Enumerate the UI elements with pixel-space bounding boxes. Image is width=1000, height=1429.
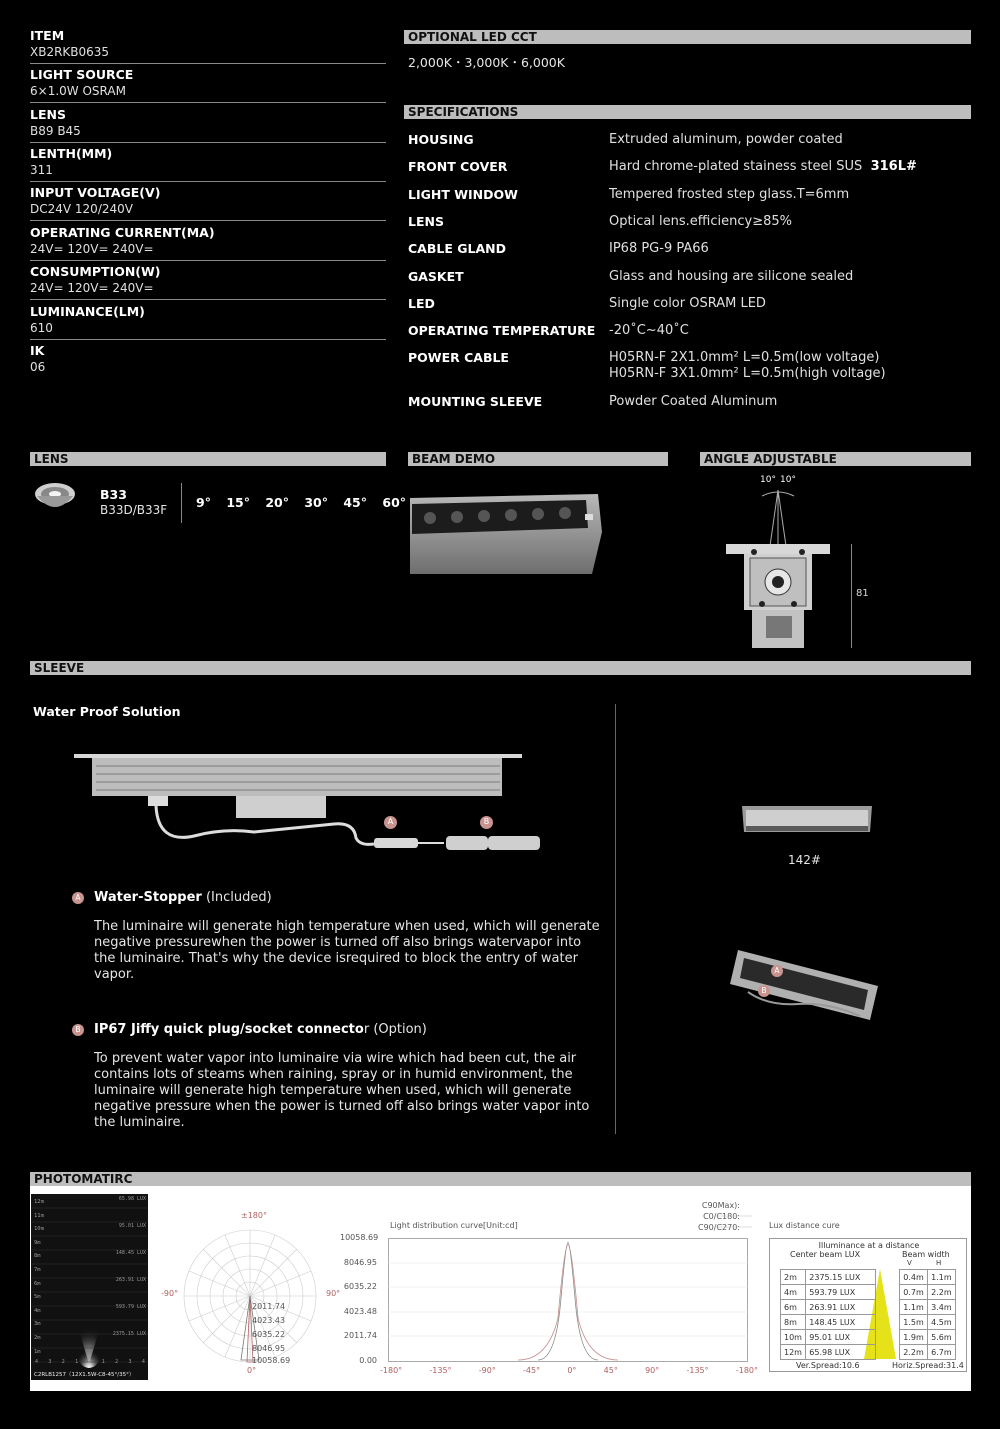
lux-h-value: 4.5m bbox=[928, 1315, 956, 1330]
lux-col2-head: Beam width bbox=[902, 1250, 950, 1259]
spec-label: INPUT VOLTAGE(V) bbox=[30, 185, 161, 200]
spec-val: Single color OSRAM LED bbox=[609, 296, 766, 311]
polar-diagram bbox=[175, 1226, 325, 1376]
water-stopper-title: Water-Stopper bbox=[94, 890, 202, 905]
lux-spacer bbox=[876, 1330, 900, 1345]
isolux-row-labels bbox=[34, 1196, 44, 1359]
spec-key: OPERATING TEMPERATURE bbox=[408, 323, 596, 338]
spec-value: B89 B45 bbox=[30, 124, 81, 138]
lux-h-value: 3.4m bbox=[928, 1300, 956, 1315]
marker-b-label: B bbox=[75, 1025, 81, 1034]
angle-label-right: 10° bbox=[780, 475, 796, 485]
isolux-row-label: 4m bbox=[34, 1307, 41, 1314]
curve-plot bbox=[388, 1238, 748, 1362]
isolux-row-label: 12m bbox=[34, 1199, 44, 1205]
angle-label-left: 10° bbox=[760, 475, 776, 485]
specifications-header: SPECIFICATIONS bbox=[404, 105, 971, 119]
polar-value: 6035.22 bbox=[252, 1330, 286, 1339]
spec-label: LUMINANCE(LM) bbox=[30, 304, 145, 319]
isolux-lux: 95.01 LUX bbox=[118, 1223, 146, 1229]
spec-val-2: H05RN-F 3X1.0mm² L=0.5m(high voltage) bbox=[609, 366, 886, 381]
sleeve-142-image bbox=[740, 804, 874, 834]
dimension-value: 81 bbox=[856, 588, 869, 599]
lux-spacer bbox=[876, 1315, 900, 1330]
spec-val: Extruded aluminum, powder coated bbox=[609, 132, 843, 147]
spec-item-consumption bbox=[30, 264, 386, 300]
isolux-lux-values bbox=[113, 1196, 146, 1337]
spec-key: FRONT COVER bbox=[408, 159, 508, 174]
lens-variants: B33D/B33F bbox=[100, 503, 168, 517]
lux-value: 2375.15 LUX bbox=[806, 1270, 876, 1285]
angle-adjustable-header: ANGLE ADJUSTABLE bbox=[700, 452, 971, 466]
isolux-row-label: 5m bbox=[34, 1294, 41, 1301]
spec-key: CABLE GLAND bbox=[408, 241, 506, 256]
lux-row bbox=[781, 1300, 956, 1315]
polar-top-label: ±180° bbox=[241, 1211, 267, 1220]
spec-val: Powder Coated Aluminum bbox=[609, 394, 778, 409]
lux-row bbox=[781, 1285, 956, 1300]
curve-x-tick: -90° bbox=[478, 1366, 496, 1375]
lux-v-value: 0.7m bbox=[900, 1285, 928, 1300]
curve-x-tick: 90° bbox=[645, 1366, 660, 1375]
curve-y-tick: 0.00 bbox=[359, 1355, 377, 1365]
spec-value: 06 bbox=[30, 360, 46, 374]
lux-value: 263.91 LUX bbox=[806, 1300, 876, 1315]
water-stopper-suffix: (Included) bbox=[201, 890, 272, 905]
lens-angle: 30° bbox=[304, 495, 328, 510]
lens-image bbox=[32, 480, 78, 516]
isolux-lux: 593.79 LUX bbox=[115, 1304, 146, 1310]
lens-angle: 60° bbox=[382, 495, 407, 510]
lux-spacer bbox=[876, 1300, 900, 1315]
isolux-x-tick: 3 bbox=[48, 1359, 52, 1365]
isolux-row-label: 10m bbox=[34, 1226, 44, 1233]
lens-angle: 15° bbox=[226, 495, 250, 510]
spec-label: LIGHT SOURCE bbox=[30, 67, 134, 82]
spec-val-group bbox=[609, 159, 917, 174]
spec-val: -20˚C~40˚C bbox=[609, 323, 689, 338]
curve-x-axis bbox=[380, 1366, 758, 1375]
curve-x-tick: -180° bbox=[735, 1366, 758, 1375]
isolux-row-label: 7m bbox=[34, 1266, 41, 1273]
photometric-panel bbox=[30, 1186, 971, 1391]
curve-y-tick: 6035.22 bbox=[343, 1282, 377, 1291]
isolux-lux: 148.45 LUX bbox=[115, 1250, 146, 1256]
jiffy-connector-heading bbox=[94, 1022, 427, 1037]
jiffy-connector-title-tail: r bbox=[363, 1022, 370, 1037]
spec-value: 24V= 120V= 240V= bbox=[30, 242, 154, 256]
spec-item-length bbox=[30, 146, 386, 182]
spec-key: POWER CABLE bbox=[408, 350, 509, 365]
spec-item-ik bbox=[30, 343, 386, 378]
marker-a-label: A bbox=[387, 817, 394, 826]
spec-value: 311 bbox=[30, 163, 53, 177]
lux-h-value: 6.7m bbox=[928, 1345, 956, 1360]
polar-value: 4023.43 bbox=[252, 1316, 286, 1325]
isolux-row-label: 3m bbox=[34, 1321, 41, 1328]
polar-bottom-label: 0° bbox=[247, 1366, 257, 1375]
curve-legend-item: C90/C270: bbox=[697, 1223, 740, 1232]
lux-h-value: 5.6m bbox=[928, 1330, 956, 1345]
curve-x-tick: 0° bbox=[567, 1366, 577, 1375]
lux-table-title: Illuminance at a distance bbox=[818, 1241, 920, 1250]
curve-y-tick: 10058.69 bbox=[340, 1233, 379, 1242]
isolux-model-caption: C2RLB1257（12X1.5W-C8-45°/35°） bbox=[34, 1372, 135, 1378]
spec-key: LENS bbox=[408, 214, 444, 229]
lux-value: 148.45 LUX bbox=[806, 1315, 876, 1330]
lux-h-head: H bbox=[936, 1259, 942, 1267]
curve-x-tick: -135° bbox=[686, 1366, 709, 1375]
spec-key: GASKET bbox=[408, 269, 464, 284]
cct-header: OPTIONAL LED CCT bbox=[404, 30, 971, 44]
lux-table bbox=[769, 1238, 967, 1372]
isolux-panel bbox=[31, 1194, 148, 1380]
spec-value: XB2RKB0635 bbox=[30, 45, 110, 59]
polar-value: 2011.74 bbox=[252, 1302, 286, 1311]
lux-row bbox=[781, 1315, 956, 1330]
spec-item-operating-current bbox=[30, 225, 386, 261]
isolux-row-label: 9m bbox=[34, 1239, 41, 1246]
spec-label: ITEM bbox=[30, 28, 65, 43]
sleeve-divider bbox=[615, 704, 616, 1134]
lux-horiz-spread: Horiz.Spread:31.4 bbox=[892, 1361, 964, 1370]
spec-value: 6×1.0W OSRAM bbox=[30, 84, 126, 98]
spec-val: Tempered frosted step glass.T=6mm bbox=[609, 187, 850, 202]
isolux-row-label: 6m bbox=[34, 1280, 41, 1287]
lux-row bbox=[781, 1345, 956, 1360]
isolux-lux: 263.91 LUX bbox=[115, 1277, 146, 1283]
lux-col1-head: Center beam LUX bbox=[790, 1250, 861, 1259]
polar-right-label: 90° bbox=[326, 1289, 341, 1298]
curve-legend-item: C90Max): bbox=[701, 1201, 740, 1210]
photometric-header: PHOTOMATIRC bbox=[30, 1172, 971, 1186]
spec-item-light-source bbox=[30, 67, 386, 103]
jiffy-connector-text: To prevent water vapor into luminaire via wire which had been cut, the air contains lots of steams when raining, spray or in humid environment, the luminaire will generate high temperature when used, which will generate negative pressure when the power is turned off also brings water vapor into the luminaire. bbox=[94, 1051, 590, 1130]
spec-value: 24V= 120V= 240V= bbox=[30, 281, 154, 295]
lux-value: 65.98 LUX bbox=[806, 1345, 876, 1360]
spec-key: LED bbox=[408, 296, 435, 311]
curve-y-tick: 4023.48 bbox=[343, 1306, 377, 1316]
lux-value: 593.79 LUX bbox=[806, 1285, 876, 1300]
marker-a-label: A bbox=[75, 893, 81, 902]
lux-value: 95.01 LUX bbox=[806, 1330, 876, 1345]
lux-rows bbox=[780, 1269, 956, 1360]
marker-b-label: B bbox=[483, 817, 490, 826]
beam-demo-image bbox=[410, 494, 602, 576]
curve-legend-item: C0/C180: bbox=[703, 1212, 740, 1221]
isolux-x-tick: 4 bbox=[141, 1359, 145, 1365]
spec-label: CONSUMPTION(W) bbox=[30, 264, 161, 279]
lens-angle: 45° bbox=[343, 495, 368, 510]
curve-y-axis bbox=[340, 1233, 377, 1365]
spec-label: LENS bbox=[30, 107, 66, 122]
spec-item-input-voltage bbox=[30, 185, 386, 221]
lux-distance: 2m bbox=[781, 1270, 806, 1285]
spec-val-bold: 316L# bbox=[870, 159, 917, 174]
curve-legend-lines bbox=[712, 1210, 752, 1230]
angle-adjustable-drawing bbox=[722, 486, 834, 650]
lens-angle: 20° bbox=[265, 495, 289, 510]
spec-val: H05RN-F 2X1.0mm² L=0.5m(low voltage) bbox=[609, 350, 880, 365]
spec-val: Optical lens.efficiency≥85% bbox=[609, 214, 792, 229]
isolux-row-label: 2m bbox=[34, 1334, 41, 1341]
jiffy-connector-title: IP67 Jiffy quick plug/socket connecto bbox=[94, 1022, 364, 1037]
water-stopper-heading bbox=[94, 890, 272, 905]
cct-value: 2,000K・3,000K・6,000K bbox=[408, 55, 565, 70]
isolux-x-tick: 4 bbox=[35, 1359, 39, 1365]
isolux-x-tick: 2 bbox=[61, 1359, 65, 1365]
lux-v-value: 1.5m bbox=[900, 1315, 928, 1330]
spec-val: Hard chrome-plated stainess steel SUS bbox=[609, 159, 863, 174]
lux-h-value: 2.2m bbox=[928, 1285, 956, 1300]
dimension-line bbox=[851, 544, 852, 648]
isolux-x-tick: 3 bbox=[128, 1359, 132, 1365]
sleeve-code: 142# bbox=[788, 853, 821, 867]
spec-item-item bbox=[30, 28, 386, 64]
spec-val: IP68 PG-9 PA66 bbox=[609, 241, 709, 256]
spec-key: MOUNTING SLEEVE bbox=[408, 394, 543, 409]
beam-demo-header: BEAM DEMO bbox=[408, 452, 668, 466]
spec-key: LIGHT WINDOW bbox=[408, 187, 518, 202]
jiffy-connector-suffix: (Option) bbox=[369, 1022, 427, 1037]
lens-angle-list bbox=[196, 495, 406, 510]
lens-angle: 9° bbox=[196, 495, 211, 510]
curve-x-tick: 45° bbox=[603, 1366, 618, 1375]
curve-y-tick: 2011.74 bbox=[343, 1331, 377, 1340]
marker-a-label: A bbox=[774, 966, 780, 975]
lux-v-value: 1.9m bbox=[900, 1330, 928, 1345]
isolux-x-tick: 1 bbox=[75, 1359, 79, 1365]
lux-row bbox=[781, 1270, 956, 1285]
curve-y-tick: 8046.95 bbox=[343, 1257, 377, 1267]
lux-h-value: 1.1m bbox=[928, 1270, 956, 1285]
lens-divider bbox=[181, 483, 182, 523]
spec-val: Glass and housing are silicone sealed bbox=[609, 269, 854, 284]
sleeve-header: SLEEVE bbox=[30, 661, 971, 675]
spec-item-lens bbox=[30, 107, 386, 143]
isolux-x-tick: 2 bbox=[115, 1359, 119, 1365]
curve-x-tick: -45° bbox=[523, 1366, 541, 1375]
lens-name: B33 bbox=[100, 487, 127, 502]
polar-left-label: -90° bbox=[161, 1289, 179, 1298]
water-proof-drawing bbox=[74, 752, 554, 856]
lux-v-value: 2.2m bbox=[900, 1345, 928, 1360]
sleeve-subtitle: Water Proof Solution bbox=[33, 704, 181, 719]
curve-x-tick: -180° bbox=[380, 1366, 403, 1375]
isolux-lux: 2375.15 LUX bbox=[112, 1331, 146, 1337]
sleeve-assembly-image bbox=[728, 946, 880, 1024]
isolux-row-label: 8m bbox=[34, 1253, 41, 1260]
lux-v-value: 1.1m bbox=[900, 1300, 928, 1315]
polar-values bbox=[252, 1300, 290, 1366]
lux-distance: 8m bbox=[781, 1315, 806, 1330]
lux-v-head: V bbox=[907, 1259, 912, 1267]
isolux-x-axis bbox=[35, 1359, 145, 1365]
polar-value: 10058.69 bbox=[252, 1356, 291, 1365]
polar-value: 8046.95 bbox=[252, 1344, 286, 1353]
lux-ver-spread: Ver.Spread:10.6 bbox=[796, 1361, 860, 1370]
curve-title: Light distribution curve[Unit:cd] bbox=[390, 1221, 518, 1230]
spec-value: 610 bbox=[30, 321, 53, 335]
water-stopper-text: The luminaire will generate high temperature when used, which will generate negative pressurewhen the power is turned off also brings watervapor into the luminaire. That's why the device isrequired to block the entry of water vapor. bbox=[94, 919, 600, 982]
lux-distance: 6m bbox=[781, 1300, 806, 1315]
isolux-lux: 65.98 LUX bbox=[118, 1196, 146, 1202]
isolux-row-label: 11m bbox=[34, 1212, 44, 1219]
spec-label: LENTH(MM) bbox=[30, 146, 113, 161]
lux-spacer bbox=[876, 1270, 900, 1285]
spec-key: HOUSING bbox=[408, 132, 474, 147]
spec-label: IK bbox=[30, 343, 45, 358]
spec-label: OPERATING CURRENT(MA) bbox=[30, 225, 215, 240]
lux-distance: 4m bbox=[781, 1285, 806, 1300]
curve-x-tick: -135° bbox=[429, 1366, 452, 1375]
spec-item-luminance bbox=[30, 304, 386, 340]
marker-b-label: B bbox=[761, 986, 767, 995]
lux-spacer bbox=[876, 1345, 900, 1360]
isolux-x-tick: 0 bbox=[88, 1359, 92, 1365]
spec-value: DC24V 120/240V bbox=[30, 202, 133, 216]
lux-title: Lux distance cure bbox=[769, 1221, 840, 1230]
lens-header: LENS bbox=[30, 452, 386, 466]
lux-spacer bbox=[876, 1285, 900, 1300]
isolux-row-label: 1m bbox=[34, 1348, 41, 1355]
isolux-x-tick: 1 bbox=[101, 1359, 105, 1365]
lux-distance: 12m bbox=[781, 1345, 806, 1360]
lux-v-value: 0.4m bbox=[900, 1270, 928, 1285]
lux-row bbox=[781, 1330, 956, 1345]
lux-distance: 10m bbox=[781, 1330, 806, 1345]
